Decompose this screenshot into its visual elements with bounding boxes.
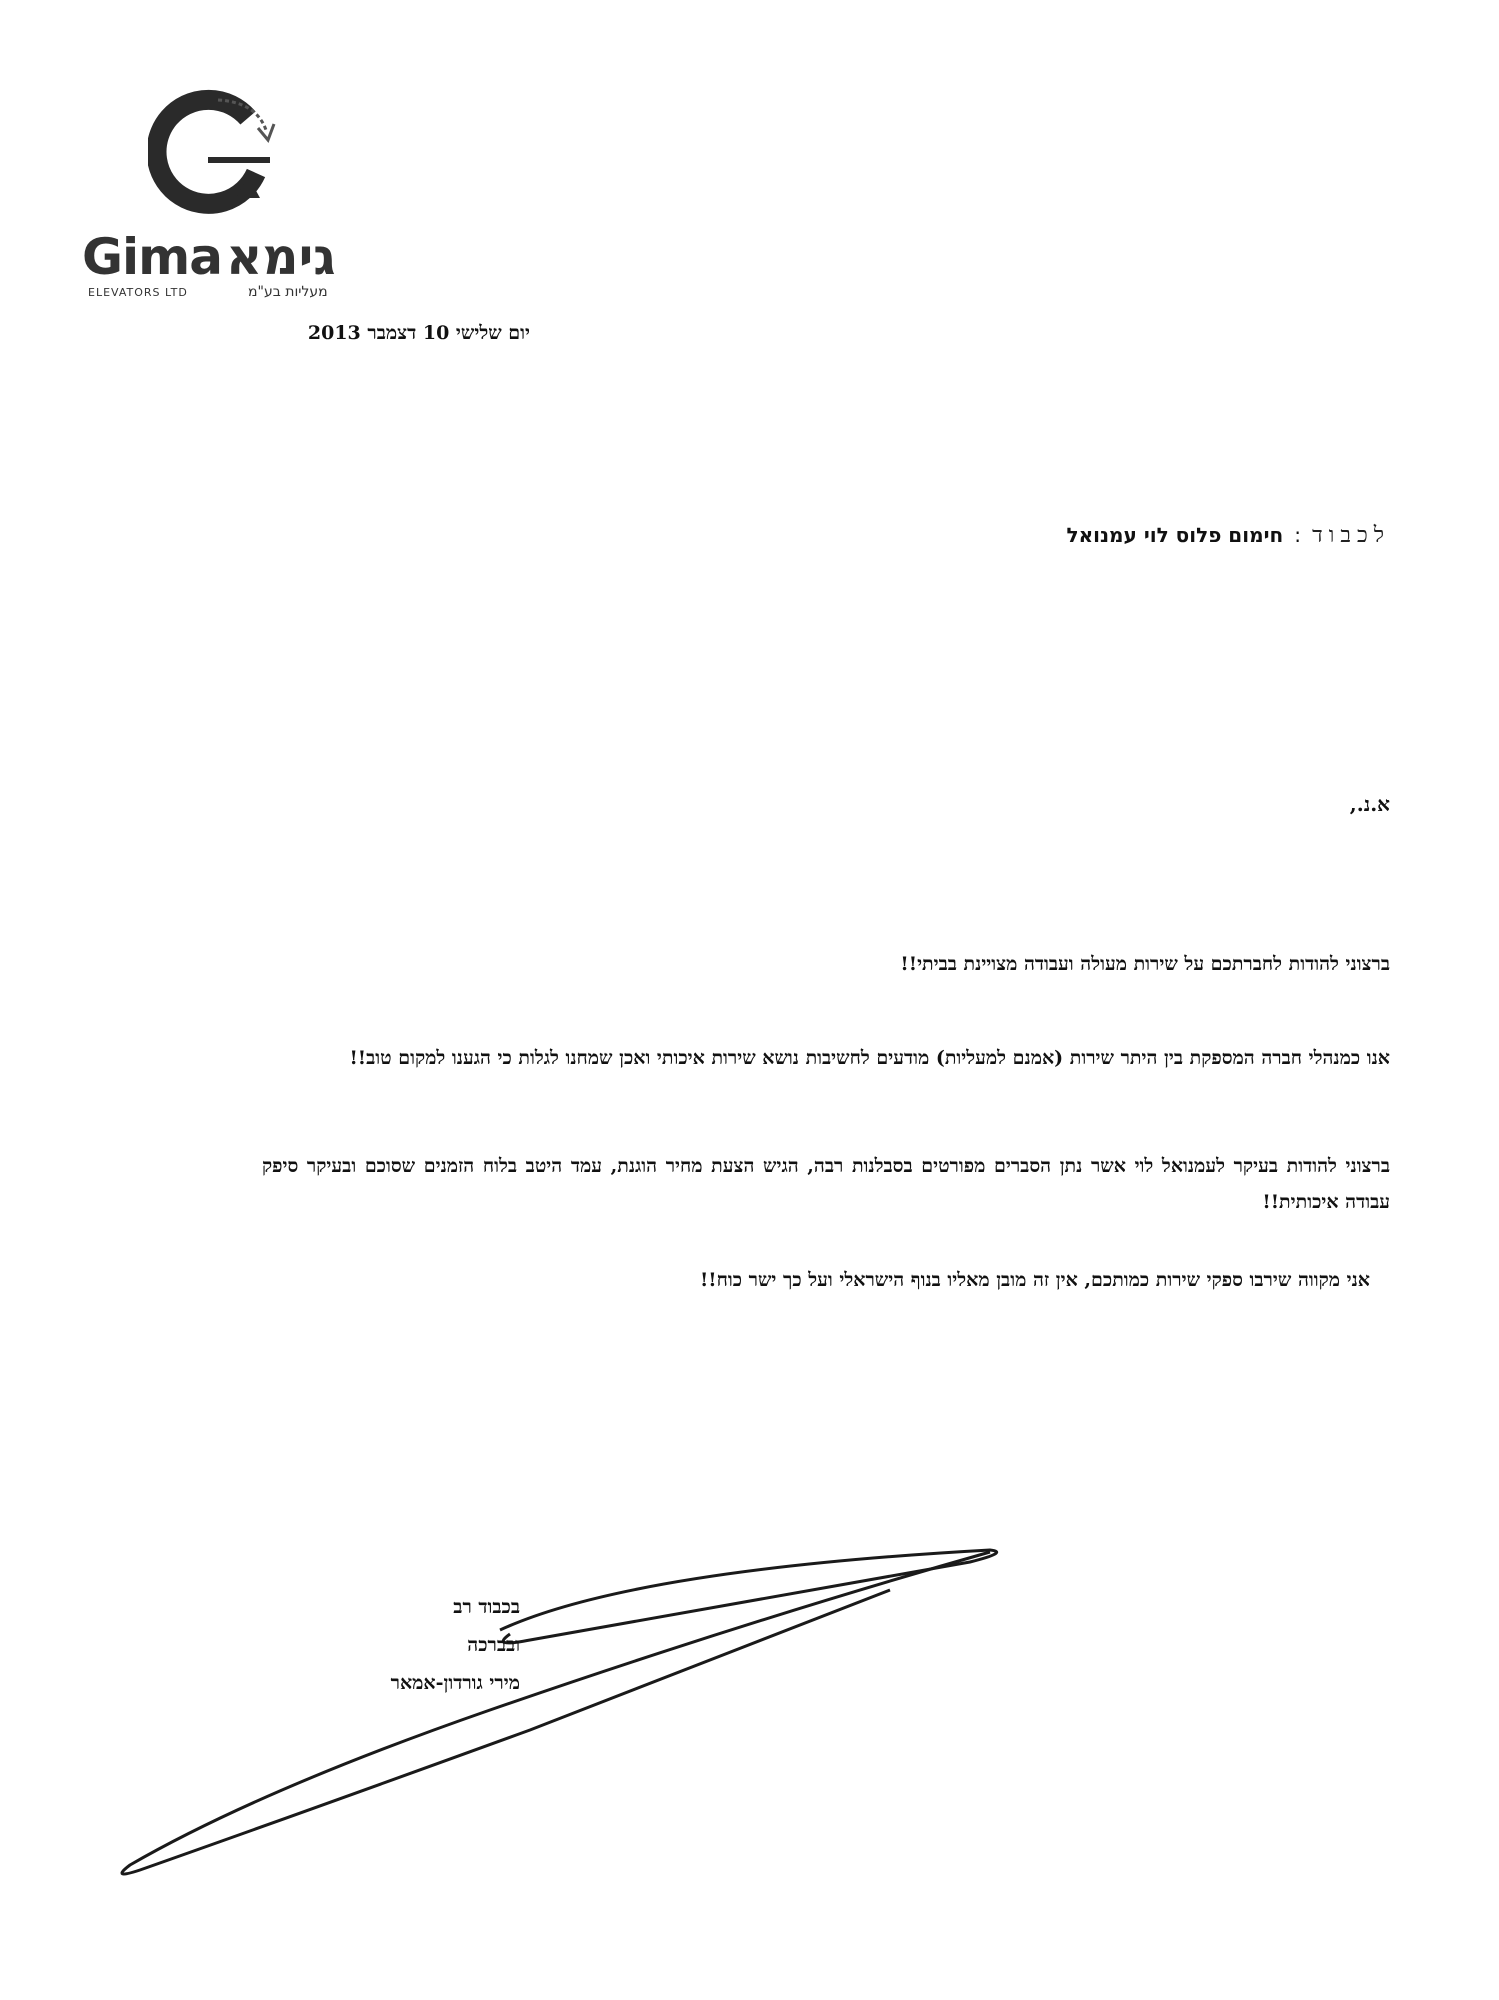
tagline-en: ELEVATORS LTD (88, 286, 188, 299)
paragraph-2: אנו כמנהלי חברה המספקת בין היתר שירות (אמנם למעליות) מודעים לחשיבות נושא שירות איכותי ואכן שמחנו לגלות כי הגענו למקום טוב!! (349, 1047, 1390, 1069)
paragraph-1: ברצוני להודות לחברתכם על שירות מעולה ועבודה מצויינת בביתי!! (900, 953, 1390, 975)
letter-date: יום שלישי 10 דצמבר 2013 (307, 322, 530, 344)
company-logo (78, 88, 378, 308)
brand-name-he: גימא (226, 228, 336, 286)
closing-line-2: ובברכה (467, 1634, 520, 1656)
recipient-label: לכבוד (1312, 523, 1390, 548)
gima-g-arrow-icon (148, 88, 278, 228)
signer-name: מירי גורדון-אמאר (390, 1672, 520, 1694)
brand-name (78, 228, 378, 288)
paragraph-4: אני מקווה שירבו ספקי שירות כמותכם, אין זה מובן מאליו בנוף הישראלי ועל כך ישר כוח!! (699, 1269, 1370, 1291)
recipient-separator: : (1294, 523, 1302, 547)
closing-block (240, 1588, 520, 1702)
paragraph-3: ברצוני להודות בעיקר לעמנואל לוי אשר נתן הסברים מפורטים בסבלנות רבה, הגיש הצעת מחיר הוגנת, עמד היטב בלוח הזמנים שסוכם ובעיקר סיפק עבודה איכותית!! (262, 1155, 1390, 1213)
salutation: א.נ., (1349, 792, 1390, 816)
brand-name-en: Gima (82, 228, 223, 286)
recipient-line (900, 522, 1390, 562)
closing-line-1: בכבוד רב (453, 1596, 520, 1618)
tagline-he: מעליות בע"מ (248, 284, 328, 300)
recipient-name: חימום פלוס לוי עמנואל (1066, 523, 1284, 547)
brand-tagline (88, 284, 378, 304)
handwritten-signature (110, 1530, 1010, 1890)
